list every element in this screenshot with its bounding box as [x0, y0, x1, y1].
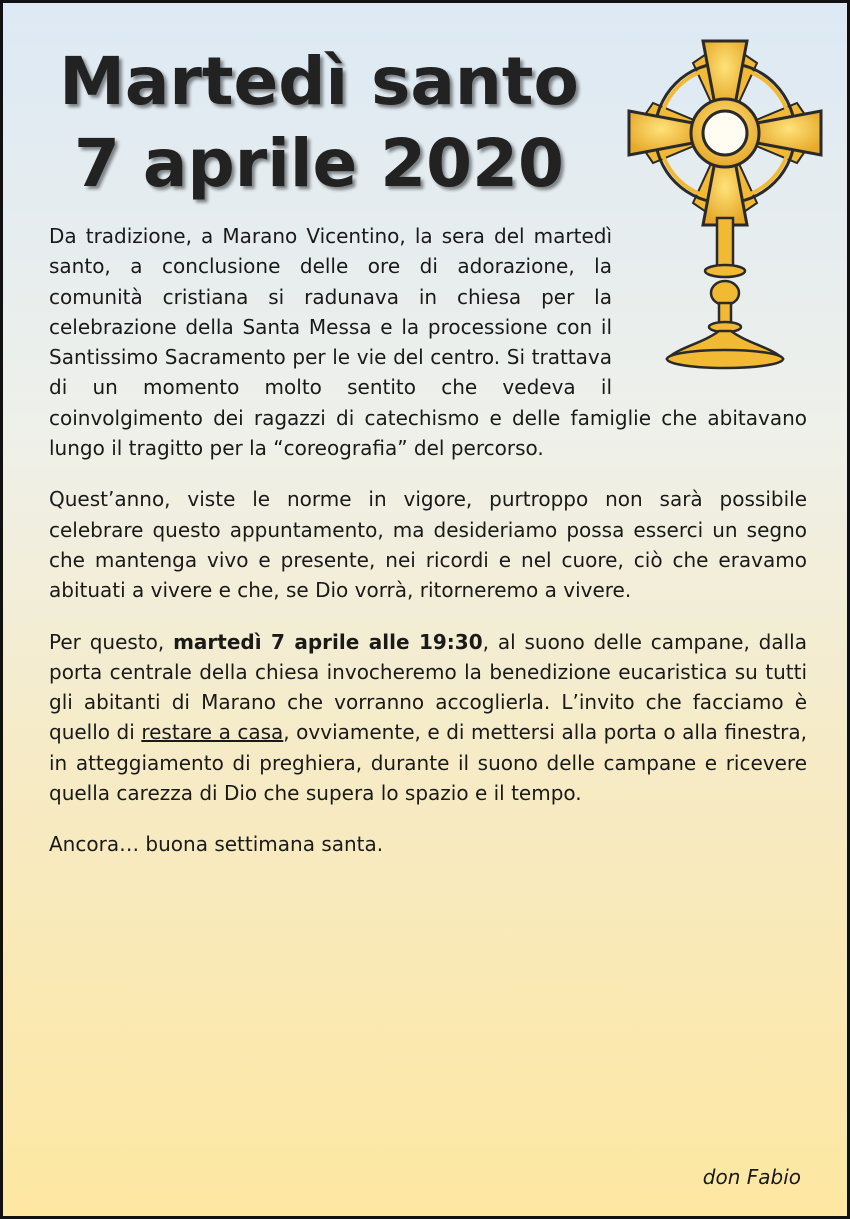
body-text: [49, 221, 807, 881]
paragraph-3: [49, 627, 807, 809]
title-line-2: 7 aprile 2020: [74, 125, 564, 202]
title-line-1: Martedì santo: [59, 43, 579, 120]
paragraph-3-part-a: Per questo,: [49, 629, 174, 654]
event-time: martedì 7 aprile alle 19:30: [173, 629, 483, 654]
paragraph-1: Da tradizione, a Marano Vicentino, la sera del martedì santo, a conclusione delle ore di adorazione, la comunità cristiana si radunava in chiesa per la celebrazione della Santa Messa e la processione con il Santissimo Sacramento per le vie del centro. Si trattava di un momento molto sentito che vedeva il coinvolgimento dei ragazzi di catechismo e delle famiglie che abitavano lungo il tragitto per la “coreografia” del percorso.: [49, 224, 807, 461]
signature: don Fabio: [702, 1165, 801, 1189]
image-float-spacer: [612, 221, 807, 377]
page-title: [19, 41, 619, 205]
paragraph-3-part-c: , ovviamente, e di mettersi alla porta o alla finestra, in atteggiamento di preghiera, durante il suono delle campane e ricevere quella carezza di Dio che supera lo spazio e il tempo.: [49, 720, 808, 806]
paragraph-4: Ancora… buona settimana santa.: [49, 832, 384, 857]
stay-home-text: restare a casa: [141, 720, 284, 745]
paragraph-3-part-b: , al suono delle campane, dalla porta centrale della chiesa invocheremo la benedizione eucaristica su tutti gli abitanti di Marano che vorranno accoglierla. L’invito che facciamo è quello di: [49, 629, 807, 745]
paragraph-2: Quest’anno, viste le norme in vigore, purtroppo non sarà possibile celebrare questo appuntamento, ma desideriamo possa esserci un segno che mantenga vivo e presente, nei ricordi e nel cuore, ciò che eravamo abituati a vivere e che, se Dio vorrà, ritorneremo a vivere.: [49, 487, 807, 603]
